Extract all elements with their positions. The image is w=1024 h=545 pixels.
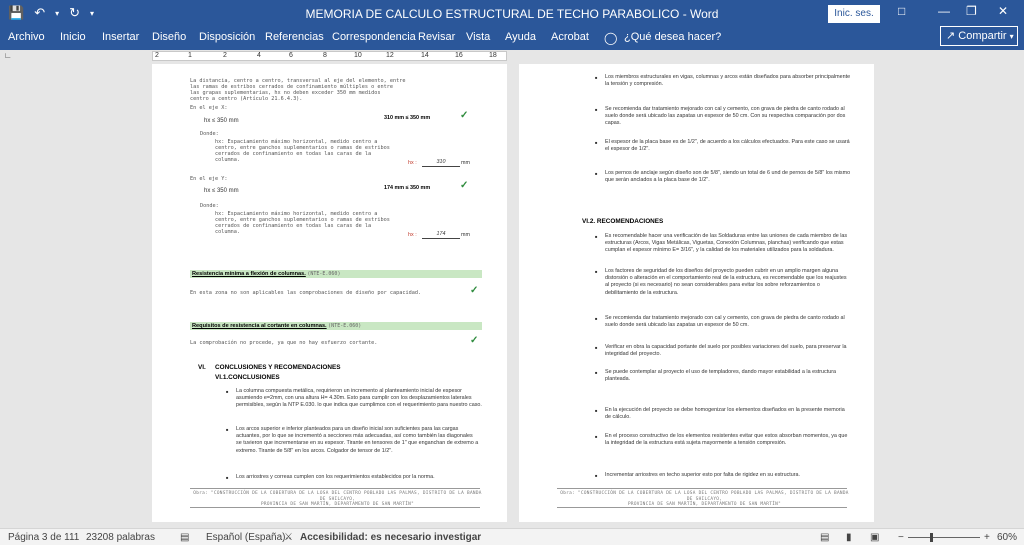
tell-me-search[interactable]: ¿Qué desea hacer? [624,31,722,43]
share-icon: ↗ [946,30,956,42]
eje-y-label: En el eje Y: [190,176,228,182]
ribbon-tabs [0,28,1024,50]
ruler-mark: 14 [421,52,429,59]
subsection-title: VI.2. RECOMENDACIONES [582,218,664,225]
page-footer: Obra: "CONSTRUCCIÓN DE LA COBERTURA DE LA LOSA DEL CENTRO POBLADO LAS PALMAS, DISTRITO DE LA BANDA DE SHILCAYO, PROVINCIA DE SAN MARTÍN, DEPARTAMENTO DE SAN MARTÍN" [193,491,482,508]
zoom-level[interactable]: 60% [997,532,1018,543]
hy-definition: centro, entre ganchos suplementarios o ramas de estribos [215,217,390,223]
subsection-title: VI.1.CONCLUSIONES [215,374,280,381]
hx-definition: columna. [215,157,240,163]
save-icon[interactable]: 💾 [8,5,25,20]
footer-divider [557,488,847,489]
share-button[interactable] [940,26,1018,46]
list-item: ■ Los factores de seguridad de los diseños del proyecto pueden cubrir en un amplio margen alguna distorsión o alteración en el comportamiento real de la estructura, es recomendable que los reajustes al proyecto (si es necesario) no sean considerables para evitar los sobre reforzamientos o debilitamiento de la estructura. [605,268,855,297]
horizontal-ruler[interactable] [152,51,507,61]
hx-definition: hx: Espaciamiento máximo horizontal, medido centro a [215,139,378,145]
section-flexion-std: (NTE-E.060) [307,271,341,277]
donde-label: Donde: [200,131,219,137]
intro-line: las grapas suplementarias, hx no deben exceder 350 mm medidos [190,90,381,96]
section-flexion-title: Resistencia mínima a flexión de columnas. [192,271,306,277]
accessibility-status[interactable]: Accesibilidad: es necesario investigar [300,532,482,543]
footer-divider [190,507,480,508]
focus-mode-icon[interactable]: ▤ [820,532,830,543]
list-item: ■ Los pernos de anclaje según diseño son de 5/8", siendo un total de 6 und de pernos de 5/8" los mismo que serán anclados a la placa base de 1/2". [605,170,855,184]
hy-definition: cerrados de confinamiento en todas las caras de la [215,223,372,229]
tab-acrobat[interactable]: Acrobat [551,31,589,43]
section-cortante-text: La comprobación no procede, ya que no hay esfuerzo cortante. [190,340,378,346]
proofing-icon[interactable]: ▤ [180,532,190,543]
section-cortante-heading [190,322,482,330]
hy-condition: hx ≤ 350 mm [204,188,239,194]
footer-divider [190,488,480,489]
list-item: ■ En la ejecución del proyecto se debe homogenizar los elementos diseñados en la presente memoria de cálculo. [605,407,855,421]
ruler-mark: 1 [188,52,192,59]
tab-correspondencia[interactable]: Correspondencia [332,31,416,43]
intro-line: La distancia, centro a centro, transversal al eje del elemento, entre [190,78,406,84]
intro-line: centro a centro (Artículo 21.6.4.3). [190,96,303,102]
list-item: ■ Incrementar arriostres en techo superior esto por falta de rigidez en su estructura. [605,472,855,479]
lightbulb-icon: ◯ [604,31,618,45]
accessibility-icon: ⚔ [284,532,293,543]
ruler-mark: 6 [289,52,293,59]
check-icon: ✓ [470,335,479,346]
close-icon[interactable]: ✕ [998,4,1009,18]
zoom-out-button[interactable]: − [898,532,904,543]
print-layout-icon[interactable]: ▣ [870,532,880,543]
donde-label: Donde: [200,203,219,209]
share-label: Compartir [958,30,1007,42]
zoom-in-button[interactable]: + [984,532,990,543]
ruler-mark: 2 [155,52,159,59]
hx-condition: hx ≤ 350 mm [204,118,239,124]
minimize-icon[interactable]: — [938,4,950,18]
list-item: ■ Los miembros estructurales en vigas, columnas y arcos están diseñados para absorber principalmente la tensión y compresión. [605,74,855,88]
check-icon: ✓ [460,110,469,121]
tab-revisar[interactable]: Revisar [418,31,456,43]
word-count[interactable]: 23208 palabras [86,532,155,543]
page-count[interactable]: Página 3 de 111 [8,532,80,543]
list-item: ■ En el proceso constructivo de los elementos resistentes evitar que estos absorban momentos, ya que la integridad de la estructura está sujeta mayormente a tensión compresión. [605,433,855,447]
list-item: ■ Se recomienda dar tratamiento mejorado con cal y cemento, con grava de piedra de canto rodado al suelo donde será ubicado las zapatas un espesor de 50 cm. [605,315,855,329]
y-compare: 174 mm ≤ 350 mm [384,185,431,191]
section-flexion-text: En esta zona no son aplicables las comprobaciones de diseño por capacidad. [190,290,422,296]
redo-icon[interactable]: ↻ [69,5,81,20]
hy-definition: columna. [215,229,240,235]
unit-label: mm [461,232,470,238]
ruler-mark: 4 [257,52,261,59]
language-indicator[interactable]: Español (España) [206,532,286,543]
tab-selector-icon[interactable]: ∟ [4,51,12,60]
ruler-mark: 12 [386,52,394,59]
chevron-down-icon: ▾ [1009,32,1014,41]
list-item: ■ Se recomienda dar tratamiento mejorado con cal y cemento, con grava de piedra de canto rodado al suelo donde será ubicado las zapatas un espesor de 50 cm. Con su respectiva comparación por dos capas. [605,106,855,128]
list-item: ■ La columna compuesta metálica, requirieron un incremento al planteamiento inicial de espesor asumiendo e=2mm, con una altura H= 4.30m. Esto para cumplir con los desplazamientos laterales permisibles, según la NTP E.030. lo que indica que cumplimos con el requerimiento para nuestro caso. [236,388,486,410]
tab-ayuda[interactable]: Ayuda [505,31,536,43]
eje-x-label: En el eje X: [190,105,228,111]
hy-definition: hx: Espaciamiento máximo horizontal, medido centro a [215,211,378,217]
ruler-mark: 18 [489,52,497,59]
list-item: ■ El espesor de la placa base es de 1/2", de acuerdo a los cálculos efectuados. Para este caso se usará el espesor de 1/2". [605,139,855,153]
check-icon: ✓ [470,285,479,296]
document-page-right[interactable] [519,64,874,522]
unit-label: mm [461,160,470,166]
dropdown-icon[interactable]: ▾ [55,8,60,18]
list-item: ■ Los arriostres y correas cumplen con los requerimientos establecidos por la norma. [236,474,486,481]
list-item: ■ Se puede contemplar al proyecto el uso de templadores, dando mayor estabilidad a la estructura planteada. [605,369,855,383]
ruler-mark: 8 [323,52,327,59]
zoom-slider-thumb[interactable] [930,533,933,542]
tab-vista[interactable]: Vista [466,31,491,43]
ruler-mark: 2 [223,52,227,59]
tab-inicio[interactable]: Inicio [60,31,86,43]
ruler-mark: 16 [455,52,463,59]
read-mode-icon[interactable]: ▮ [846,532,852,543]
tab-referencias[interactable]: Referencias [265,31,324,43]
section-number: VI. [198,364,206,371]
customize-qat-icon[interactable]: ▾ [90,8,95,18]
section-flexion-heading [190,270,482,278]
tab-archivo[interactable]: Archivo [8,31,45,43]
list-item: ■ Los arcos superior e inferior planteados para un diseño inicial son suficientes para las cargas actuantes, por lo que se incrementó a secciones más adecuadas, así como también las diagonales se tuvieron que incrementarse en su espesor. Tirante en tensores de 1" que enganchan de extremo a extremo. Tirante de 5/8" en los arcos. Colgador de tensor de 1/2". [236,426,486,455]
check-icon: ✓ [460,180,469,191]
document-page-left[interactable] [152,64,507,522]
undo-icon[interactable]: ↶ [34,5,46,20]
hy-symbol: hx : [408,232,417,238]
section-title: CONCLUSIONES Y RECOMENDACIONES [215,364,341,371]
tab-disposicion[interactable]: Disposición [199,31,256,43]
x-compare: 310 mm ≤ 350 mm [384,115,431,121]
tab-diseno[interactable]: Diseño [152,31,187,43]
status-bar [0,528,1024,545]
hx-x-value: 310 [422,159,460,167]
tab-insertar[interactable]: Insertar [102,31,140,43]
intro-line: las ramas de estribos cerrados de confinamiento múltiples o entre [190,84,394,90]
document-title: MEMORIA DE CALCULO ESTRUCTURAL DE TECHO PARABOLICO - Word [305,7,719,21]
title-bar [0,0,1024,28]
list-item: ■ Verificar en obra la capacidad portante del suelo por posibles variaciones del suelo, para preservar la integridad del proyecto. [605,344,855,358]
hx-symbol: hx : [408,160,417,166]
footer-divider [557,507,847,508]
ribbon-options-icon[interactable]: □ [898,4,906,18]
sign-in-button[interactable]: Inic. ses. [828,5,880,23]
hx-definition: centro, entre ganchos suplementarios o ramas de estribos [215,145,390,151]
list-item: ■ Es recomendable hacer una verificación de las Soldaduras entre las uniones de cada miembro de las estructuras (Arcos, Vigas Metálicas, Viguetas, Conexión Columnas, planchas) verificando que estas cumplan el espesor mínimo E= 3/16", y la calidad de los materiales utilizados para la soldadura. [605,233,855,255]
ruler-mark: 10 [354,52,362,59]
section-cortante-std: (NTE-E.060) [328,323,362,329]
section-cortante-title: Requisitos de resistencia al cortante en columnas. [192,323,327,329]
hx-definition: cerrados de confinamiento en todas las caras de la [215,151,372,157]
page-footer: Obra: "CONSTRUCCIÓN DE LA COBERTURA DE LA LOSA DEL CENTRO POBLADO LAS PALMAS, DISTRITO DE LA BANDA DE SHILCAYO, PROVINCIA DE SAN MARTÍN, DEPARTAMENTO DE SAN MARTÍN" [560,491,849,508]
hy-value: 174 [422,231,460,239]
restore-icon[interactable]: ❐ [966,4,977,18]
zoom-slider[interactable] [908,537,980,538]
